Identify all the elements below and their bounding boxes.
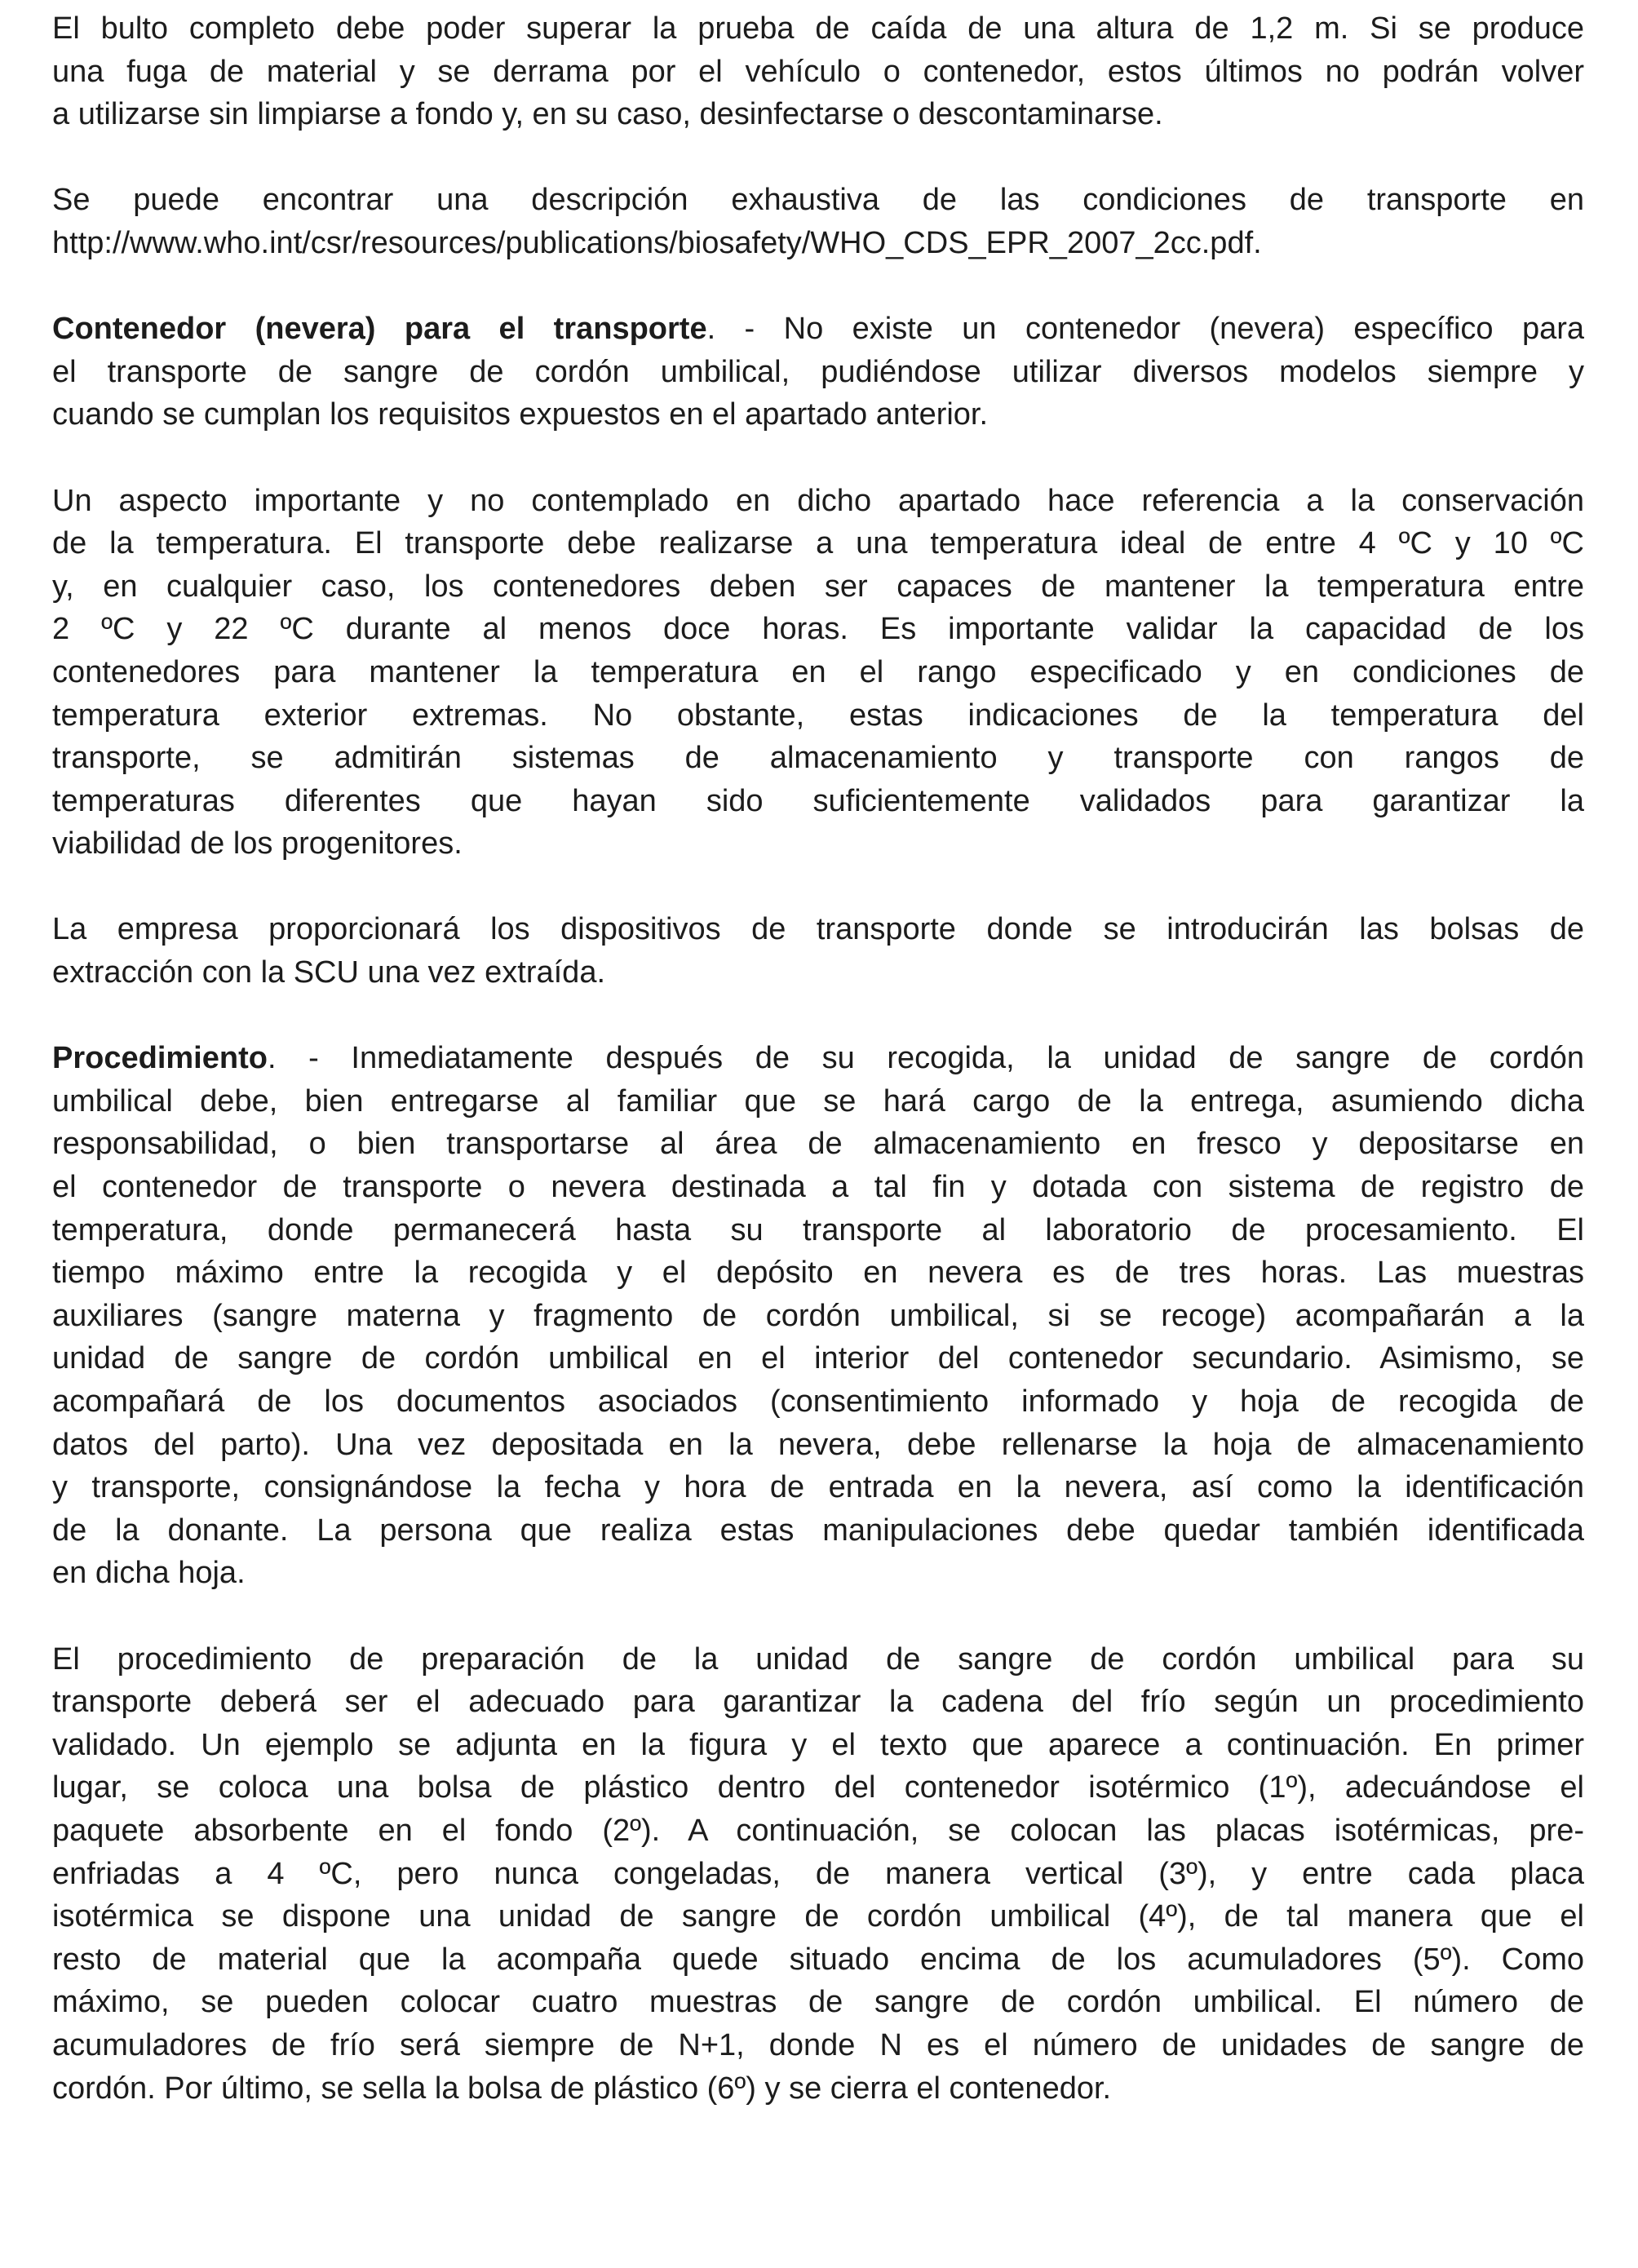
line-text: . - Inmediatamente después de su recogida, la unidad de sangre de cordón	[267, 1041, 1584, 1076]
section-paragraph	[52, 1037, 1584, 1595]
text-line: contenedores para mantener la temperatura en el rango especificado y en condiciones de	[52, 654, 1584, 689]
paragraph	[52, 7, 1584, 136]
text-line: cuando se cumplan los requisitos expuestos en el apartado anterior.	[52, 397, 989, 432]
text-line: de la temperatura. El transporte debe realizarse a una temperatura ideal de entre 4 ºC y 10 ºC	[52, 526, 1584, 561]
section-paragraph	[52, 308, 1584, 436]
text-line: y, en cualquier caso, los contenedores deben ser capaces de mantener la temperatura entre	[52, 569, 1584, 604]
text-line: http://www.who.int/csr/resources/publications/biosafety/WHO_CDS_EPR_2007_2cc.pdf.	[52, 225, 1262, 260]
paragraph	[52, 480, 1584, 866]
text-line: el contenedor de transporte o nevera destinada a tal fin y dotada con sistema de registro de	[52, 1170, 1584, 1205]
text-line: extracción con la SCU una vez extraída.	[52, 955, 606, 990]
section-heading: Contenedor (nevera) para el transporte	[52, 312, 707, 347]
text-line: acompañará de los documentos asociados (consentimiento informado y hoja de recogida de	[52, 1384, 1584, 1419]
text-line: Se puede encontrar una descripción exhaustiva de las condiciones de transporte en	[52, 183, 1584, 218]
text-line: temperatura, donde permanecerá hasta su transporte al laboratorio de procesamiento. El	[52, 1212, 1584, 1247]
text-line: temperatura exterior extremas. No obstante, estas indicaciones de la temperatura del	[52, 698, 1584, 733]
text-line: acumuladores de frío será siempre de N+1, donde N es el número de unidades de sangre de	[52, 2027, 1584, 2062]
text-line: isotérmica se dispone una unidad de sangre de cordón umbilical (4º), de tal manera que el	[52, 1899, 1584, 1934]
text-line: viabilidad de los progenitores.	[52, 826, 463, 862]
text-line: y transporte, consignándose la fecha y hora de entrada en la nevera, así como la identificación	[52, 1470, 1584, 1505]
paragraph	[52, 908, 1584, 994]
text-line: El procedimiento de preparación de la unidad de sangre de cordón umbilical para su	[52, 1641, 1584, 1677]
text-line: resto de material que la acompaña quede situado encima de los acumuladores (5º). Como	[52, 1942, 1584, 1977]
text-line: unidad de sangre de cordón umbilical en el interior del contenedor secundario. Asimismo, se	[52, 1341, 1584, 1376]
text-line: paquete absorbente en el fondo (2º). A continuación, se colocan las placas isotérmicas, pre-	[52, 1813, 1584, 1848]
text-line: tiempo máximo entre la recogida y el depósito en nevera es de tres horas. Las muestras	[52, 1256, 1584, 1291]
text-line: umbilical debe, bien entregarse al familiar que se hará cargo de la entrega, asumiendo dicha	[52, 1083, 1584, 1118]
text-line	[52, 308, 1584, 351]
text-line: responsabilidad, o bien transportarse al área de almacenamiento en fresco y depositarse en	[52, 1127, 1584, 1162]
paragraph	[52, 1638, 1584, 2111]
text-line: una fuga de material y se derrama por el vehículo o contenedor, estos últimos no podrán volver	[52, 54, 1584, 89]
text-line: auxiliares (sangre materna y fragmento de cordón umbilical, si se recoge) acompañarán a la	[52, 1298, 1584, 1333]
text-line: en dicha hoja.	[52, 1556, 246, 1591]
paragraph	[52, 179, 1584, 264]
text-line: cordón. Por último, se sella la bolsa de plástico (6º) y se cierra el contenedor.	[52, 2071, 1112, 2106]
section-heading: Procedimiento	[52, 1041, 268, 1076]
text-line: de la donante. La persona que realiza estas manipulaciones debe quedar también identificada	[52, 1513, 1584, 1548]
text-line: 2 ºC y 22 ºC durante al menos doce horas. Es importante validar la capacidad de los	[52, 612, 1584, 647]
text-line: a utilizarse sin limpiarse a fondo y, en su caso, desinfectarse o descontaminarse.	[52, 97, 1163, 132]
text-line: validado. Un ejemplo se adjunta en la figura y el texto que aparece a continuación. En primer	[52, 1727, 1584, 1762]
text-line: el transporte de sangre de cordón umbilical, pudiéndose utilizar diversos modelos siempre y	[52, 354, 1584, 389]
text-line: El bulto completo debe poder superar la prueba de caída de una altura de 1,2 m. Si se produce	[52, 11, 1584, 46]
text-line: máximo, se pueden colocar cuatro muestras de sangre de cordón umbilical. El número de	[52, 1985, 1584, 2020]
text-line: enfriadas a 4 ºC, pero nunca congeladas, de manera vertical (3º), y entre cada placa	[52, 1856, 1584, 1891]
text-line: La empresa proporcionará los dispositivos de transporte donde se introducirán las bolsas de	[52, 912, 1584, 947]
text-line: temperaturas diferentes que hayan sido suficientemente validados para garantizar la	[52, 783, 1584, 818]
text-line: Un aspecto importante y no contemplado en dicho apartado hace referencia a la conservación	[52, 483, 1584, 518]
text-line: transporte deberá ser el adecuado para garantizar la cadena del frío según un procedimiento	[52, 1685, 1584, 1720]
text-line: datos del parto). Una vez depositada en la nevera, debe rellenarse la hoja de almacenamiento	[52, 1427, 1584, 1462]
document-page	[52, 7, 1584, 2153]
text-line: lugar, se coloca una bolsa de plástico dentro del contenedor isotérmico (1º), adecuándose el	[52, 1770, 1584, 1805]
line-text: . - No existe un contenedor (nevera) específico para	[706, 312, 1584, 347]
text-line	[52, 1037, 1584, 1080]
text-line: transporte, se admitirán sistemas de almacenamiento y transporte con rangos de	[52, 741, 1584, 776]
